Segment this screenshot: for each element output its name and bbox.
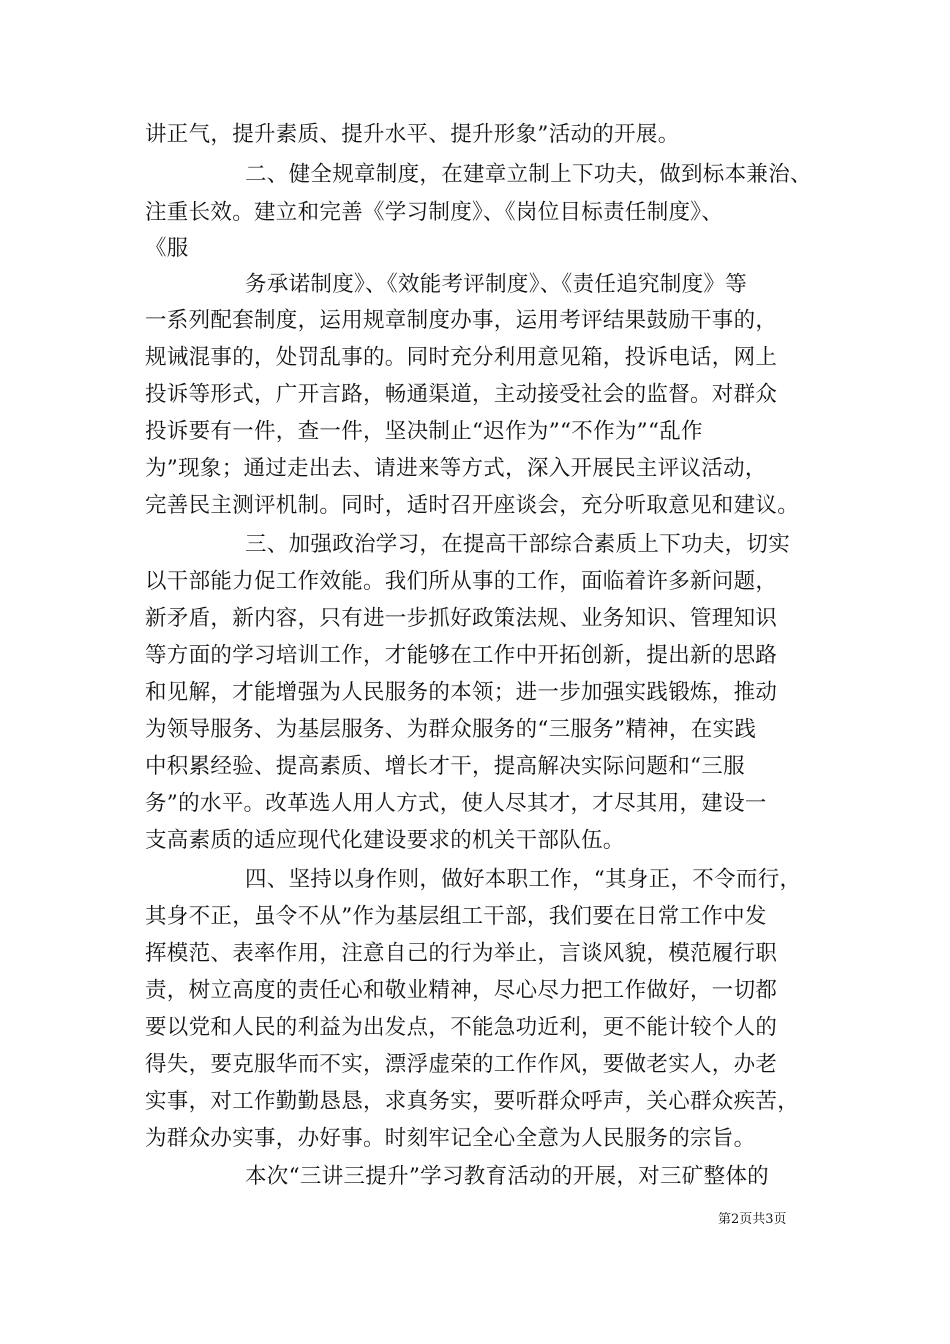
text-line: 二、健全规章制度，在建章立制上下功夫，做到标本兼治、 xyxy=(245,162,812,187)
text-line: 以干部能力促工作效能。我们所从事的工作，面临着许多新问题， xyxy=(145,569,778,594)
text-line: 为”现象；通过走出去、请进来等方式，深入开展民主评议活动， xyxy=(145,456,767,481)
text-line: 得失，要克服华而不实，漂浮虚荣的工作作风，要做老实人，办老 xyxy=(145,1052,778,1077)
text-line: 其身不正，虽令不从”作为基层组工干部，我们要在日常工作中发 xyxy=(145,904,767,929)
text-line: 务承诺制度》、《效能考评制度》、《责任追究制度》等 xyxy=(245,272,748,297)
text-line: 等方面的学习培训工作，才能够在工作中开拓创新，提出新的思路 xyxy=(145,643,778,668)
text-line: 注重长效。建立和完善《学习制度》、《岗位目标责任制度》、 xyxy=(145,200,724,225)
text-line: 为群众办实事，办好事。时刻牢记全心全意为人民服务的宗旨。 xyxy=(145,1126,756,1151)
text-line: 四、坚持以身作则，做好本职工作，“其身正，不令而行， xyxy=(245,867,802,892)
text-line: 三、加强政治学习，在提高干部综合素质上下功夫，切实 xyxy=(245,532,791,557)
text-line: 要以党和人民的利益为出发点，不能急功近利，更不能计较个人的 xyxy=(145,1015,778,1040)
text-line: 为领导服务、为基层服务、为群众服务的“三服务”精神，在实践 xyxy=(145,717,757,742)
text-line: 新矛盾，新内容，只有进一步抓好政策法规、业务知识、管理知识 xyxy=(145,606,778,631)
text-line: 投诉要有一件，查一件，坚决制止“迟作为”“不作为”“乱作 xyxy=(145,419,703,444)
text-line: 责，树立高度的责任心和敬业精神，尽心尽力把工作做好，一切都 xyxy=(145,978,778,1003)
text-line: 务”的水平。改革选人用人方式，使人尽其才，才尽其用，建设一 xyxy=(145,791,767,816)
text-line: 实事，对工作勤勤恳恳，求真务实，要听群众呼声，关心群众疾苦， xyxy=(145,1089,800,1114)
text-line: 投诉等形式，广开言路，畅通渠道，主动接受社会的监督。对群众 xyxy=(145,382,778,407)
text-line: 规诫混事的，处罚乱事的。同时充分利用意见箱，投诉电话，网上 xyxy=(145,345,778,370)
text-line: 中积累经验、提高素质、增长才干，提高解决实际问题和“三服 xyxy=(145,754,745,779)
text-line: 《服 xyxy=(145,236,189,261)
text-line: 本次“三讲三提升”学习教育活动的开展，对三矿整体的 xyxy=(245,1164,769,1189)
text-line: 讲正气，提升素质、提升水平、提升形象”活动的开展。 xyxy=(145,122,680,147)
text-line: 和见解，才能增强为人民服务的本领；进一步加强实践锻炼，推动 xyxy=(145,680,778,705)
text-line: 挥模范、表率作用，注意自己的行为举止，言谈风貌，模范履行职 xyxy=(145,941,778,966)
text-line: 完善民主测评机制。同时，适时召开座谈会，充分听取意见和建议。 xyxy=(145,493,800,518)
page-number-footer: 第2页共3页 xyxy=(718,1212,787,1227)
text-line: 一系列配套制度，运用规章制度办事，运用考评结果鼓励干事的， xyxy=(145,308,778,333)
text-line: 支高素质的适应现代化建设要求的机关干部队伍。 xyxy=(145,828,625,853)
